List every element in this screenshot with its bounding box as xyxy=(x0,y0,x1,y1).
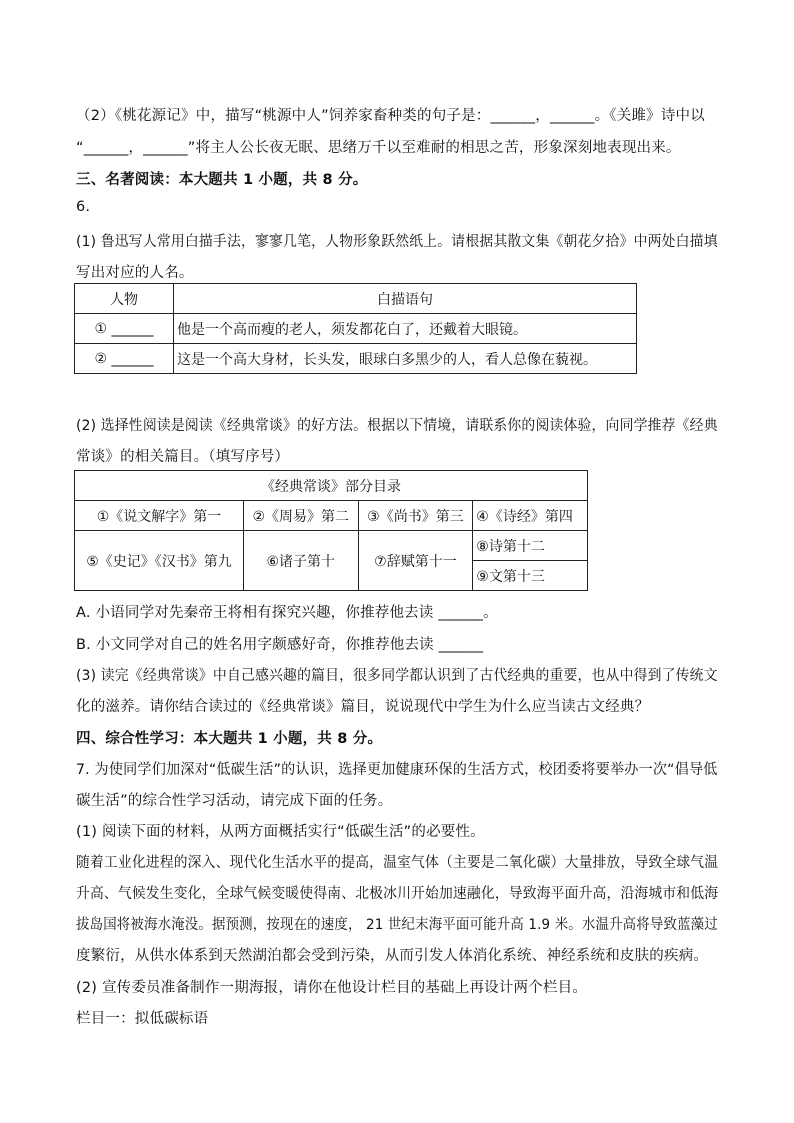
toc-title-row xyxy=(75,471,588,501)
toc-row xyxy=(75,501,588,531)
table-header-row xyxy=(75,284,637,314)
question-6-number: 6. xyxy=(76,199,91,215)
toc-cell: ③《尚书》第三 xyxy=(358,501,473,531)
toc-cell: ⑤《史记》《汉书》第九 xyxy=(75,531,244,591)
q7-part2: (2) 宣传委员准备制作一期海报，请你在他设计栏目的基础上再设计两个栏目。 xyxy=(76,980,588,996)
table-row xyxy=(75,344,637,374)
q6-option-a: A. 小语同学对先秦帝王将相有探究兴趣，你推荐他去读 ______。 xyxy=(76,605,498,621)
section-4-title: 四、综合性学习：本大题共 1 小题，共 8 分。 xyxy=(76,731,383,747)
toc-cell: ⑨文第十三 xyxy=(473,561,588,591)
toc-table xyxy=(74,470,588,591)
toc-cell: ②《周易》第二 xyxy=(243,501,358,531)
q6-part3-line-2: 化的滋养。请你结合读过的《经典常谈》篇目，说说现代中学生为什么应当读古文经典？ xyxy=(76,699,650,715)
toc-cell: ⑧诗第十二 xyxy=(473,531,588,561)
toc-cell: ⑦辞赋第十一 xyxy=(358,531,473,591)
q7-material-line-2: 升高、气候发生变化，全球气候变暖使得南、北极冰川开始加速融化，导致海平面升高，沿海城市和低海 xyxy=(76,886,719,902)
name-blank-cell: ② ______ xyxy=(75,344,174,374)
name-blank-cell: ① ______ xyxy=(75,314,174,344)
q7-material-line-1: 随着工业化进程的深入、现代化生活水平的提高，温室气体（主要是二氧化碳）大量排放，导致全球气温 xyxy=(76,855,719,871)
character-description-table xyxy=(74,283,637,374)
toc-cell: ①《说文解字》第一 xyxy=(75,501,244,531)
toc-cell: ⑥诸子第十 xyxy=(243,531,358,591)
q6-part3-line-1: (3) 读完《经典常谈》中自己感兴趣的篇目，很多同学都认识到了古代经典的重要，也从中得到了传统文 xyxy=(76,668,718,684)
q7-material-line-4: 度繁衍，从供水体系到天然湖泊都会受到污染，从而引发人体消化系统、神经系统和皮肤的疾病。 xyxy=(76,948,709,964)
toc-cell: ④《诗经》第四 xyxy=(473,501,588,531)
q6-part2-line-2: 常谈》的相关篇目。（填写序号） xyxy=(76,449,290,465)
q6-part1-line-1: (1) 鲁迅写人常用白描手法，寥寥几笔，人物形象跃然纸上。请根据其散文集《朝花夕拾》中两处白描填 xyxy=(76,234,718,250)
q7-material-line-3: 拔岛国将被海水淹没。据预测，按现在的速度， 21 世纪末海平面可能升高 1.9 米。水温升高将导致蓝藻过 xyxy=(76,917,718,933)
section-3-title: 三、名著阅读：本大题共 1 小题，共 8 分。 xyxy=(76,172,368,188)
description-cell: 这是一个高大身材，长头发，眼球白多黑少的人，看人总像在藐视。 xyxy=(174,344,637,374)
table-header-cell: 白描语句 xyxy=(174,284,637,314)
q6-part1-line-2: 写出对应的人名。 xyxy=(76,265,194,281)
toc-title: 《经典常谈》部分目录 xyxy=(75,471,588,501)
poem-question-line-2: “______，______”将主人公长夜无眠、思绪万千以至难耐的相思之苦，形象深刻地表现出来。 xyxy=(76,140,681,156)
q7-line-2: 碳生活”的综合性学习活动，请完成下面的任务。 xyxy=(76,793,393,809)
q6-part2-line-1: (2) 选择性阅读是阅读《经典常谈》的好方法。根据以下情境，请联系你的阅读体验，向同学推荐《经典 xyxy=(76,418,718,434)
toc-row xyxy=(75,531,588,561)
q7-line-1: 7. 为使同学们加深对“低碳生活”的认识，选择更加健康环保的生活方式，校团委将要举办一次“倡导低 xyxy=(76,762,718,778)
q7-part1: (1) 阅读下面的材料，从两方面概括实行“低碳生活”的必要性。 xyxy=(76,824,485,840)
poem-question-line-1: （2）《桃花源记》中，描写“桃源中人”饲养家畜种类的句子是：______，______。《关雎》诗中以 xyxy=(76,108,705,124)
table-header-cell: 人物 xyxy=(75,284,174,314)
q6-option-b: B. 小文同学对自己的姓名用字颇感好奇，你推荐他去读 ______ xyxy=(76,637,484,653)
q7-column-one: 栏目一：拟低碳标语 xyxy=(76,1011,209,1027)
description-cell: 他是一个高而瘦的老人，须发都花白了，还戴着大眼镜。 xyxy=(174,314,637,344)
table-row xyxy=(75,314,637,344)
